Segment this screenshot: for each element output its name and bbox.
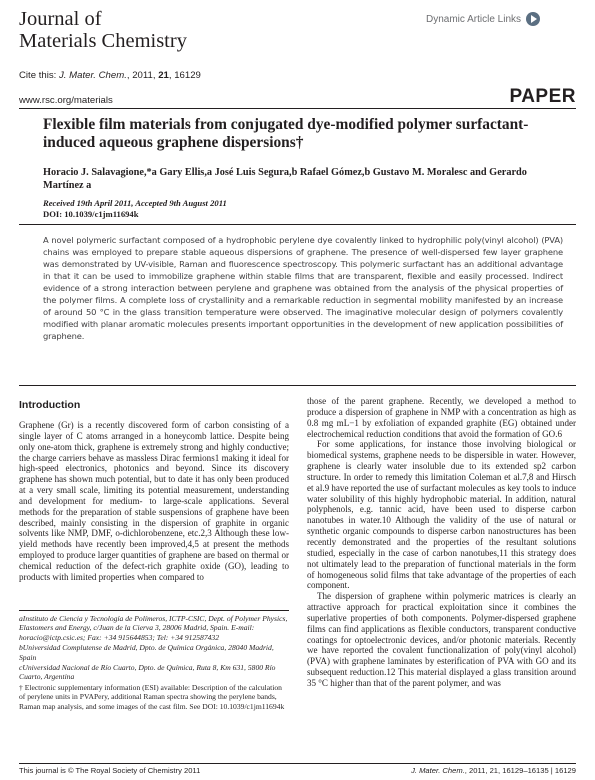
footer-rule <box>19 763 576 764</box>
journal-title-line1: Journal of <box>19 8 102 30</box>
body-paragraph: Graphene (Gr) is a recently discovered form of carbon consisting of a single layer of C atoms arranged in a honeycomb lattice. Despite being only one-atom thick, graphene is extremely strong and highly conductive; the charge carriers behave as massless Dirac fermions1 making it ideal for high-speed electronics, photonics and beyond. Since its discovery graphene has shown much potential, but to date it has only been produced at a very small scale, limiting its potential measurement, understanding and development for medium- to large-scale applications. Several methods for the preparation of stable suspensions of graphene have been described, mainly consisting in the dispersion of graphite in organic solvents like NMP, DMF, o-dichlorobenzene, etc.2,3 Although these low-yield methods have recently been improved,4,5 at present the methods employed to produce larger quantities of graphene are based on thermal or chemical reduction of the defect-rich graphite oxide (GO), leading to products with limited properties when compared to <box>19 420 289 582</box>
cite-page: , 16129 <box>168 70 201 81</box>
body-paragraph: those of the parent graphene. Recently, we developed a method to produce a dispersion of graphene in NMP with a concentration as high as 0.8 mg mL−1 by exfoliation of expanded graphite (EG) obtained under electrochemical reduction conditions that avoid the formation of GO.6 <box>307 396 576 439</box>
journal-title <box>19 8 187 52</box>
paper-label: PAPER <box>509 86 576 107</box>
header-rule <box>19 108 576 109</box>
citation-line <box>19 70 201 81</box>
footer-pages: , 2011, 21, 16129–16135 | 16129 <box>464 766 576 775</box>
article-title: Flexible film materials from conjugated dye-modified polymer surfactant-induced aqueous graphene dispersions† <box>43 116 529 151</box>
footnote-affiliation-b: bUniversidad Complutense de Madrid, Dpto. de Química Orgánica, 28040 Madrid, Spain <box>19 643 274 662</box>
footnote-affiliation-c: cUniversidad Nacional de Río Cuarto, Dpto. de Química, Ruta 8, Km 631, 5800 Río Cuarto, Argentina <box>19 663 276 682</box>
body-paragraph: The dispersion of graphene within polymeric matrices is clearly an attractive approach for practical exploitation since it combines the superlative properties of both components. Polymer-dispersed graphene films can find applications as flexible conductors, transparent conductive coatings for optoelectronic devices, and/or photonic materials. Recently we have reported the covalent functionalization of poly(vinyl alcohol) (PVA) with graphene laminates by esterification of PVA with GO and its subsequent reduction.12 This material displayed a glass transition around 35 °C higher than that of the parent polymer, and was <box>307 591 576 688</box>
body-column-right <box>307 396 576 689</box>
footnote-rule <box>19 610 289 611</box>
journal-title-line2: Materials Chemistry <box>19 30 187 52</box>
article-doi[interactable]: DOI: 10.1039/c1jm11694k <box>43 209 139 219</box>
author-list: Horacio J. Salavagione,*a Gary Ellis,a José Luis Segura,b Rafael Gómez,b Gustavo M. Moralesc and Gerardo Martínez a <box>43 167 527 191</box>
cite-year: , 2011, <box>126 70 159 81</box>
abstract-text: A novel polymeric surfactant composed of a hydrophobic perylene dye covalently linked to hydrophilic poly(vinyl alcohol) (PVA) chains was employed to prepare stable aqueous dispersions of graphene. The presence of well-dispersed few layer graphene was demonstrated by UV-visible, Raman and fluorescence spectroscopy. This polymeric surfactant has an additional advantage in that it can be used to immobilize graphene within stable films that are transparent, flexible and easily processed. Indirect evidence of a strong interaction between perylene and graphene was obtained from the analysis of the physical properties of the polymer films. A complete loss of crystallinity and a remarkable reduction in segmental mobility manifested by an increase of around 50 °C in the glass transition temperature were observed. The imaginative molecular design of polymers covalently modified with planar aromatic molecules presents important opportunities in the development of new application possibilities of graphene. <box>43 235 563 341</box>
cite-volume: 21 <box>158 70 169 81</box>
dynamic-article-links[interactable] <box>426 12 540 26</box>
cite-prefix: Cite this: <box>19 70 59 81</box>
footer-citation <box>411 766 576 775</box>
affiliation-footnotes <box>19 614 289 712</box>
section-heading-introduction: Introduction <box>19 399 81 411</box>
footnote-affiliation-a: aInstituto de Ciencia y Tecnología de Polímeros, ICTP-CSIC, Dept. of Polymer Physics, Elastomers and Energy, c/Juan de la Cierva 3, 28006 Madrid, Spain. E-mail: horacio@ictp.csic.es; Fax: +34 915644853; Tel: +34 912587432 <box>19 614 288 642</box>
play-arrow-icon[interactable] <box>526 12 540 26</box>
abstract-top-rule <box>19 224 576 225</box>
body-column-left <box>19 420 289 583</box>
received-dates: Received 19th April 2011, Accepted 9th August 2011 <box>43 198 227 208</box>
journal-url[interactable]: www.rsc.org/materials <box>19 95 113 106</box>
dynamic-links-label[interactable]: Dynamic Article Links <box>426 13 522 25</box>
abstract-bottom-rule <box>19 385 576 386</box>
footnote-esi: † Electronic supplementary information (ESI) available: Description of the calculation of perylene units in PVAPery, additional Raman spectra showing the perylene bands, Raman map analysis, and some images of the cast film. See DOI: 10.1039/c1jm11694k <box>19 682 285 711</box>
body-paragraph: For some applications, for instance those involving biological or biomedical systems, graphene needs to be dispersible in water. However, graphene is clearly water insoluble due to its extended sp2 carbon structure. In order to remedy this limitation Coleman et al.7,8 and Hirsch et al.9 have reported the use of surfactant molecules as key tools to induce water solubility of this highly hydrophobic material. In addition, natural polyphenols, e.g. tannic acid, have been used to disperse carbon nanotubes in water.10 Although the validity of the use of natural or synthetic organic compounds to disperse carbon nanostructures has been recently demonstrated and the properties of the resultant solutions studied, especially in the case of carbon nanotubes,11 this strategy does not ultimately lead to the preparation of functional materials in the form of homogeneous solid films that take advantage of the properties of each component. <box>307 439 576 591</box>
footer-copyright: This journal is © The Royal Society of Chemistry 2011 <box>19 766 201 775</box>
footer-journal: J. Mater. Chem. <box>411 766 465 775</box>
cite-journal: J. Mater. Chem. <box>59 70 127 81</box>
